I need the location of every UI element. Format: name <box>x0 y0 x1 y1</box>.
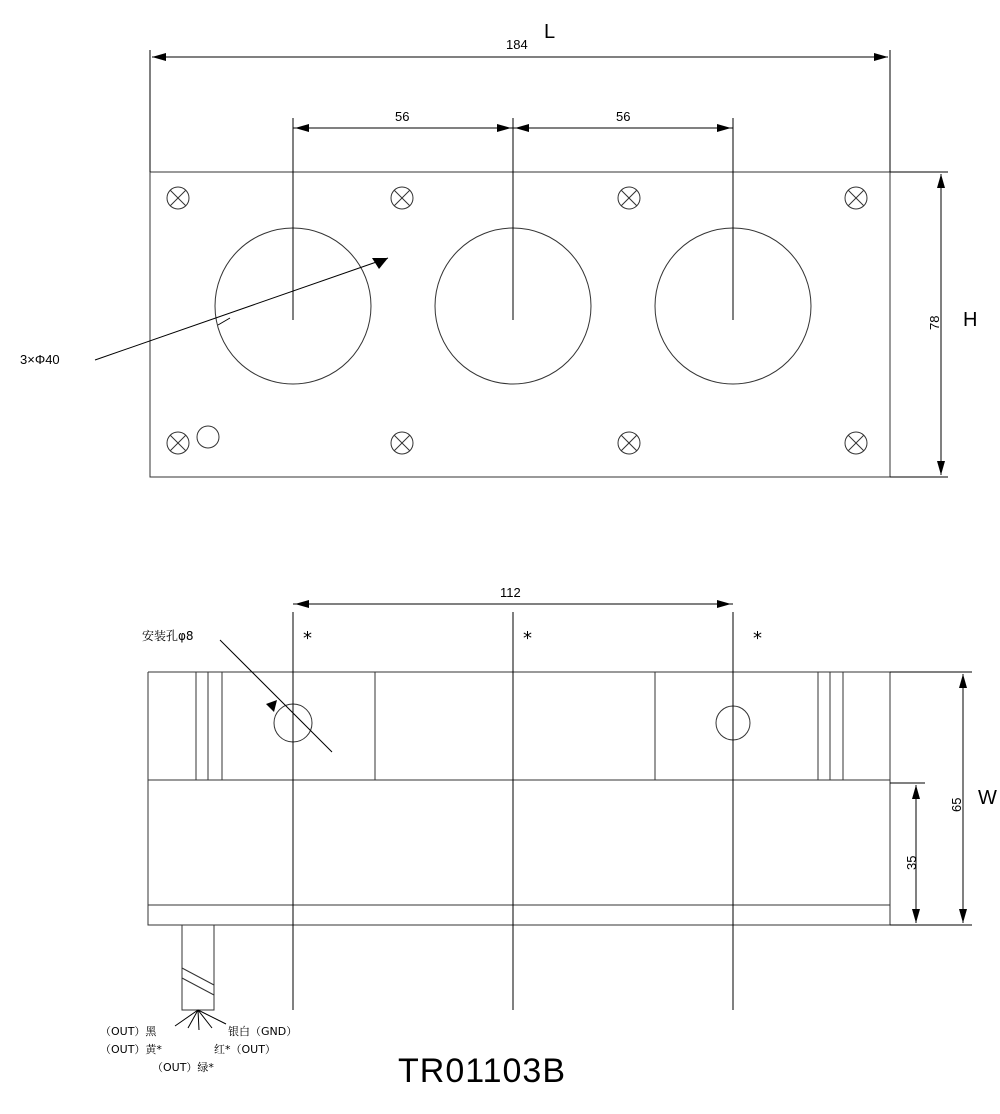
wire-label-silver-white: 银白（GND） <box>228 1025 298 1038</box>
wire-label-black: （OUT）黑 <box>100 1025 157 1038</box>
side-view-width-symbol: W <box>978 787 997 809</box>
wire-label-red: 红*（OUT） <box>214 1043 276 1056</box>
drawing-title: TR01103B <box>398 1052 567 1090</box>
dimension-65: 65 <box>949 797 964 812</box>
star-marker-center: * <box>523 628 532 649</box>
wire-label-yellow: （OUT）黄* <box>100 1043 162 1056</box>
top-view-length-symbol: L <box>544 21 556 43</box>
dimension-112: 112 <box>500 585 521 600</box>
mounting-hole-note: 安装孔φ8 <box>142 629 194 643</box>
star-marker-left: * <box>303 628 312 649</box>
dimension-35: 35 <box>904 855 919 870</box>
star-marker-right: * <box>753 628 762 649</box>
hole-callout-3x40: 3×Φ40 <box>20 352 60 367</box>
dimension-184: 184 <box>506 37 528 52</box>
wire-label-green: （OUT）绿* <box>152 1061 214 1074</box>
dimension-78: 78 <box>927 315 942 330</box>
top-view-height-symbol: H <box>963 309 978 331</box>
dimension-56-right: 56 <box>616 109 631 124</box>
dimension-56-left: 56 <box>395 109 410 124</box>
